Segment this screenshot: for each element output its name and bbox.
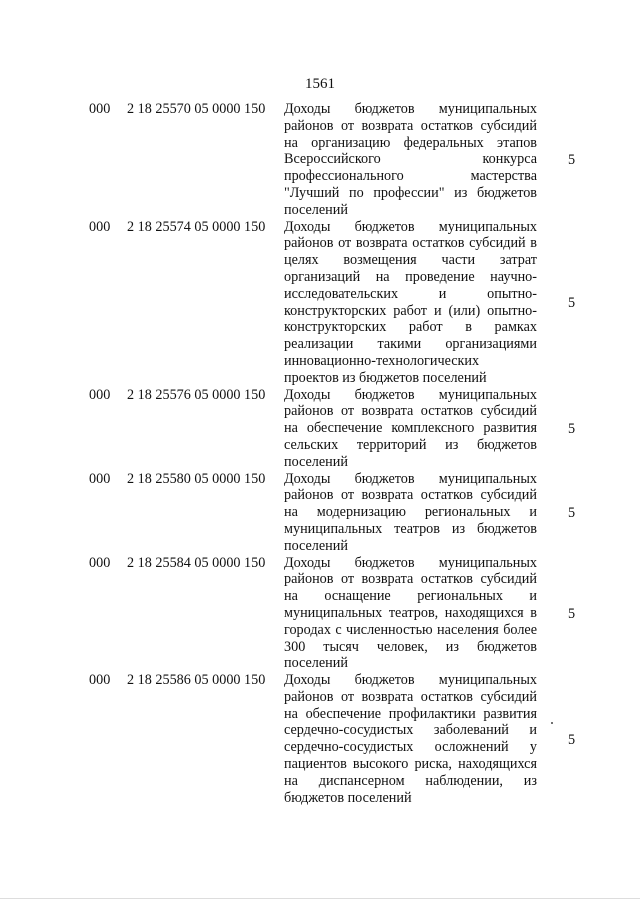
description-line: пациентов высокого риска, находящихся (284, 756, 537, 773)
description-line: бюджетов поселений (284, 789, 412, 806)
description-line: исследовательских и опытно- (284, 285, 537, 302)
table-row (0, 219, 640, 387)
distribution-norm: 5 (568, 421, 576, 438)
description-line: профессионального мастерства (284, 168, 537, 185)
budget-classification-code: 2 18 25574 05 0000 150 (127, 218, 266, 235)
description-line: районов от возврата остатков субсидий (284, 688, 537, 705)
description-line: Доходы бюджетов муниципальных (284, 218, 537, 235)
admin-code: 000 (89, 101, 111, 117)
description-line: муниципальных театров, находящихся в (284, 604, 537, 621)
description-line: районов от возврата остатков субсидий в (284, 235, 537, 252)
description-line: на обеспечение комплексного развития (284, 420, 537, 437)
description-line: 300 тысяч человек, из бюджетов (284, 638, 537, 655)
description-line: поселений (284, 201, 348, 218)
distribution-norm: 5 (568, 152, 576, 169)
income-description (284, 219, 537, 387)
description-line: Доходы бюджетов муниципальных (284, 101, 537, 117)
description-line: на организацию федеральных этапов (284, 134, 537, 151)
table-row (0, 555, 640, 673)
scan-speck (551, 722, 553, 724)
admin-code: 000 (89, 386, 111, 403)
description-line: поселений (284, 453, 348, 470)
description-line: Доходы бюджетов муниципальных (284, 554, 537, 571)
distribution-norm: 5 (568, 295, 576, 312)
table-row (0, 471, 640, 555)
description-line: реализации такими организациями (284, 336, 537, 353)
admin-code: 000 (89, 218, 111, 235)
distribution-norm: 5 (568, 605, 576, 622)
description-line: целях возмещения части затрат (284, 252, 537, 269)
description-line: поселений (284, 537, 348, 554)
admin-code: 000 (89, 554, 111, 571)
budget-classification-code: 2 18 25576 05 0000 150 (127, 386, 266, 403)
description-line: на модернизацию региональных и (284, 504, 537, 521)
budget-classification-code: 2 18 25570 05 0000 150 (127, 101, 266, 117)
budget-classification-code: 2 18 25584 05 0000 150 (127, 554, 266, 571)
description-line: проектов из бюджетов поселений (284, 369, 487, 386)
description-line: районов от возврата остатков субсидий (284, 571, 537, 588)
budget-classification-code: 2 18 25586 05 0000 150 (127, 672, 266, 689)
description-line: на оснащение региональных и (284, 588, 537, 605)
income-description (284, 471, 537, 555)
description-line: районов от возврата остатков субсидий (284, 403, 537, 420)
table-row (0, 672, 640, 806)
description-line: "Лучший по профессии" из бюджетов (284, 184, 537, 201)
scan-edge-line (0, 898, 640, 899)
table-row (0, 101, 640, 219)
page-number: 1561 (305, 76, 335, 92)
distribution-norm: 5 (568, 505, 576, 522)
admin-code: 000 (89, 672, 111, 689)
description-line: муниципальных театров из бюджетов (284, 520, 537, 537)
income-description (284, 101, 537, 219)
description-line: на диспансерном наблюдении, из (284, 772, 537, 789)
description-line: Доходы бюджетов муниципальных (284, 470, 537, 487)
description-line: конструкторских работ и (или) опытно- (284, 302, 537, 319)
description-line: организаций на проведение научно- (284, 268, 537, 285)
description-line: районов от возврата остатков субсидий (284, 117, 537, 134)
description-line: конструкторских работ в рамках (284, 319, 537, 336)
description-line: сердечно-сосудистых заболеваний и (284, 722, 537, 739)
description-line: на обеспечение профилактики развития (284, 705, 537, 722)
description-line: районов от возврата остатков субсидий (284, 487, 537, 504)
income-description (284, 672, 537, 806)
income-description (284, 387, 537, 471)
description-line: поселений (284, 655, 348, 672)
description-line: сельских территорий из бюджетов (284, 436, 537, 453)
revenue-code-table (0, 101, 640, 806)
table-row (0, 387, 640, 471)
budget-classification-code: 2 18 25580 05 0000 150 (127, 470, 266, 487)
description-line: городах с численностью населения более (284, 621, 537, 638)
description-line: Доходы бюджетов муниципальных (284, 672, 537, 689)
income-description (284, 555, 537, 673)
description-line: Всероссийского конкурса (284, 151, 537, 168)
description-line: Доходы бюджетов муниципальных (284, 386, 537, 403)
admin-code: 000 (89, 470, 111, 487)
distribution-norm: 5 (568, 731, 576, 748)
description-line: сердечно-сосудистых осложнений у (284, 739, 537, 756)
description-line: инновационно-технологических (284, 352, 480, 369)
